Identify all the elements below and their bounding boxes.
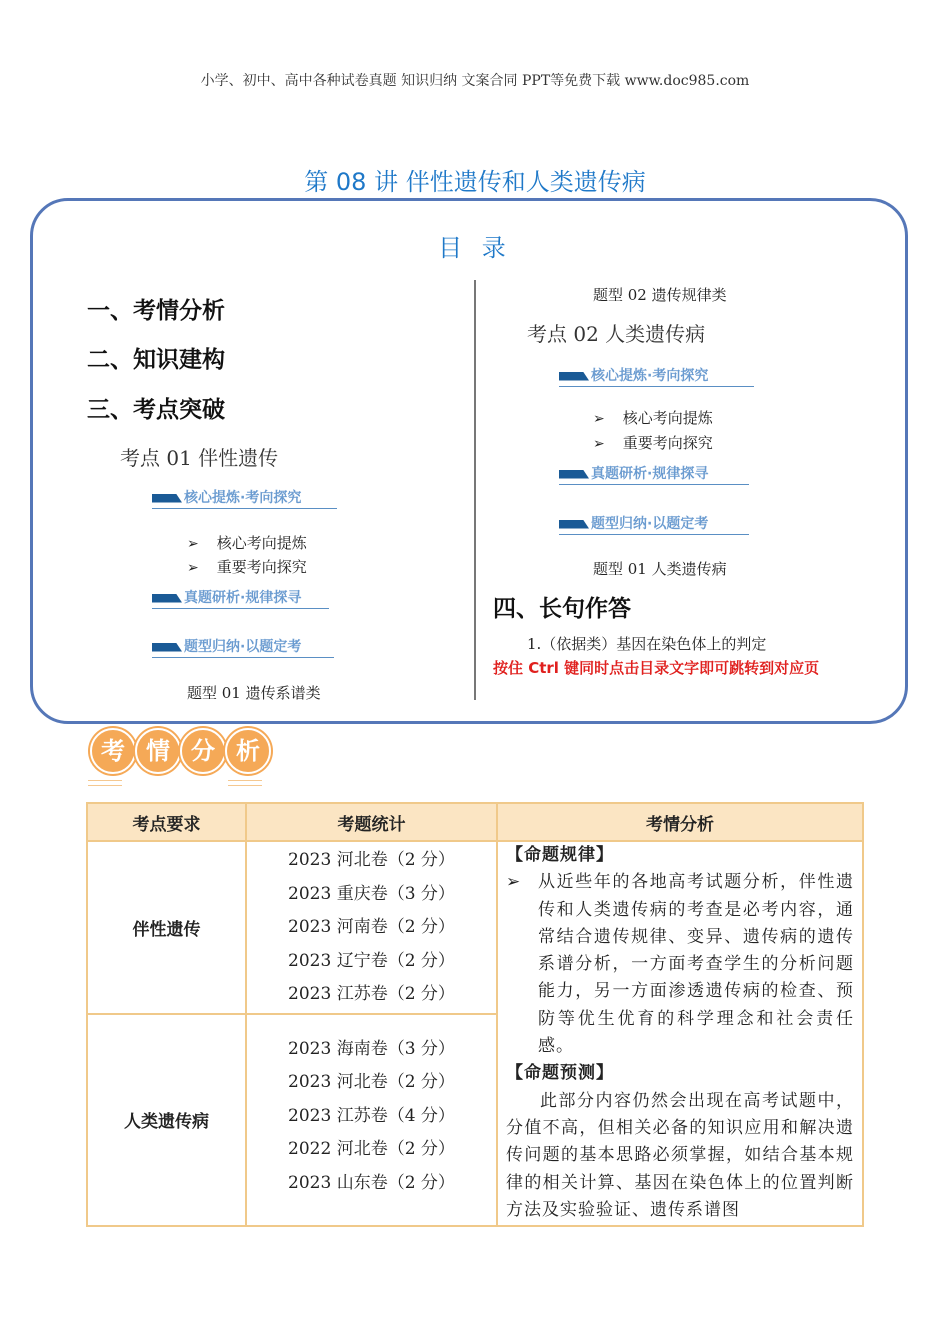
toc-kaodian-2[interactable]: 考点 02 人类遗传病 bbox=[527, 322, 706, 346]
toc-section-2[interactable]: 二、知识建构 bbox=[87, 347, 225, 373]
kaoqing-fenxi-logo: 考 情 分 析 bbox=[88, 728, 268, 788]
page-header: 小学、初中、高中各种试卷真题 知识归纳 文案合同 PPT等免费下载 www.doc985.com bbox=[200, 73, 750, 89]
banner-bar-icon bbox=[559, 470, 589, 479]
toc-item[interactable]: ➢ 核心考向提炼 bbox=[187, 534, 307, 552]
toc-item[interactable]: ➢ 核心考向提炼 bbox=[593, 409, 713, 427]
toc-kaodian-1[interactable]: 考点 01 伴性遗传 bbox=[120, 446, 279, 470]
page-title: 第 08 讲 伴性遗传和人类遗传病 bbox=[304, 168, 646, 196]
toc-banner-core[interactable]: 核心提炼·考向探究 bbox=[559, 368, 754, 387]
exam-analysis-table: 考点要求 考题统计 考情分析 伴性遗传 2023 河北卷（2 分） 2023 重庆卷（3 分） 2023 河南卷（2 分） 2023 辽宁卷（2 分） 2023 江苏卷（2 分） 【命题规律】 ➢ 从近些年的各地高考试题分析，伴性遗传和人类遗传病的考查是必考内容，通常结合遗传规律、变异、遗传病的遗传系谱分析，一方面考查学生的分析问题能力，另一方面渗透遗传病的检查、预防等优生优育的科学理念和社会责任感。 【命题预测】 此部分内容仍然会出现在高考试题中，分值不高，但相关必备的知识应用和解决遗传问题的基本思路必须掌握，如结合基本规律的相关计算、基因在染色体上的位置判断方法及实验验证、遗传系谱图 人类遗传病 2023 海南卷（3 分） 2023 河北卷（2 分） 2023 江苏卷（4 分） 2022 河北卷（2 分） 2023 山东卷（2 分） bbox=[86, 802, 864, 1227]
toc-question-item[interactable]: 1.（依据类）基因在染色体上的判定 bbox=[527, 635, 767, 653]
toc-item[interactable]: ➢ 重要考向探究 bbox=[187, 558, 307, 576]
stats-cell: 2023 河北卷（2 分） 2023 重庆卷（3 分） 2023 河南卷（2 分） 2023 辽宁卷（2 分） 2023 江苏卷（2 分） bbox=[246, 841, 497, 1014]
toc-type-item[interactable]: 题型 02 遗传规律类 bbox=[593, 286, 727, 304]
toc-banner-real[interactable]: 真题研析·规律探寻 bbox=[152, 590, 329, 609]
toc-divider bbox=[474, 280, 476, 700]
arrow-bullet-icon: ➢ bbox=[506, 872, 522, 893]
arrow-bullet-icon: ➢ bbox=[593, 411, 605, 427]
analysis-cell: 【命题规律】 ➢ 从近些年的各地高考试题分析，伴性遗传和人类遗传病的考查是必考内容，通常结合遗传规律、变异、遗传病的遗传系谱分析，一方面考查学生的分析问题能力，另一方面渗透遗传病的检查、预防等优生优育的科学理念和社会责任感。 【命题预测】 此部分内容仍然会出现在高考试题中，分值不高，但相关必备的知识应用和解决遗传问题的基本思路必须掌握，如结合基本规律的相关计算、基因在染色体上的位置判断方法及实验验证、遗传系谱图 bbox=[497, 841, 863, 1226]
toc-item[interactable]: ➢ 重要考向探究 bbox=[593, 434, 713, 452]
banner-bar-icon bbox=[559, 372, 589, 381]
arrow-bullet-icon: ➢ bbox=[593, 436, 605, 452]
toc-banner-type[interactable]: 题型归纳·以题定考 bbox=[559, 516, 749, 535]
toc-banner-real[interactable]: 真题研析·规律探寻 bbox=[559, 466, 749, 485]
arrow-bullet-icon: ➢ bbox=[187, 560, 199, 576]
toc-banner-core[interactable]: 核心提炼·考向探究 bbox=[152, 490, 337, 509]
ctrl-click-note: 按住 Ctrl 键同时点击目录文字即可跳转到对应页 bbox=[493, 659, 820, 677]
banner-bar-icon bbox=[559, 520, 589, 529]
banner-bar-icon bbox=[152, 643, 182, 652]
toc-section-1[interactable]: 一、考情分析 bbox=[87, 298, 225, 324]
arrow-bullet-icon: ➢ bbox=[187, 536, 199, 552]
toc-heading: 目 录 bbox=[438, 234, 512, 262]
toc-banner-type[interactable]: 题型归纳·以题定考 bbox=[152, 639, 334, 658]
toc-type-item[interactable]: 题型 01 遗传系谱类 bbox=[187, 684, 321, 702]
toc-section-3[interactable]: 三、考点突破 bbox=[87, 397, 225, 423]
requirement-cell: 人类遗传病 bbox=[87, 1014, 246, 1226]
banner-bar-icon bbox=[152, 594, 182, 603]
toc-section-4[interactable]: 四、长句作答 bbox=[493, 596, 631, 622]
toc-type-item[interactable]: 题型 01 人类遗传病 bbox=[593, 560, 727, 578]
requirement-cell: 伴性遗传 bbox=[87, 841, 246, 1014]
banner-bar-icon bbox=[152, 494, 182, 503]
stats-cell: 2023 海南卷（3 分） 2023 河北卷（2 分） 2023 江苏卷（4 分） 2022 河北卷（2 分） 2023 山东卷（2 分） bbox=[246, 1014, 497, 1226]
